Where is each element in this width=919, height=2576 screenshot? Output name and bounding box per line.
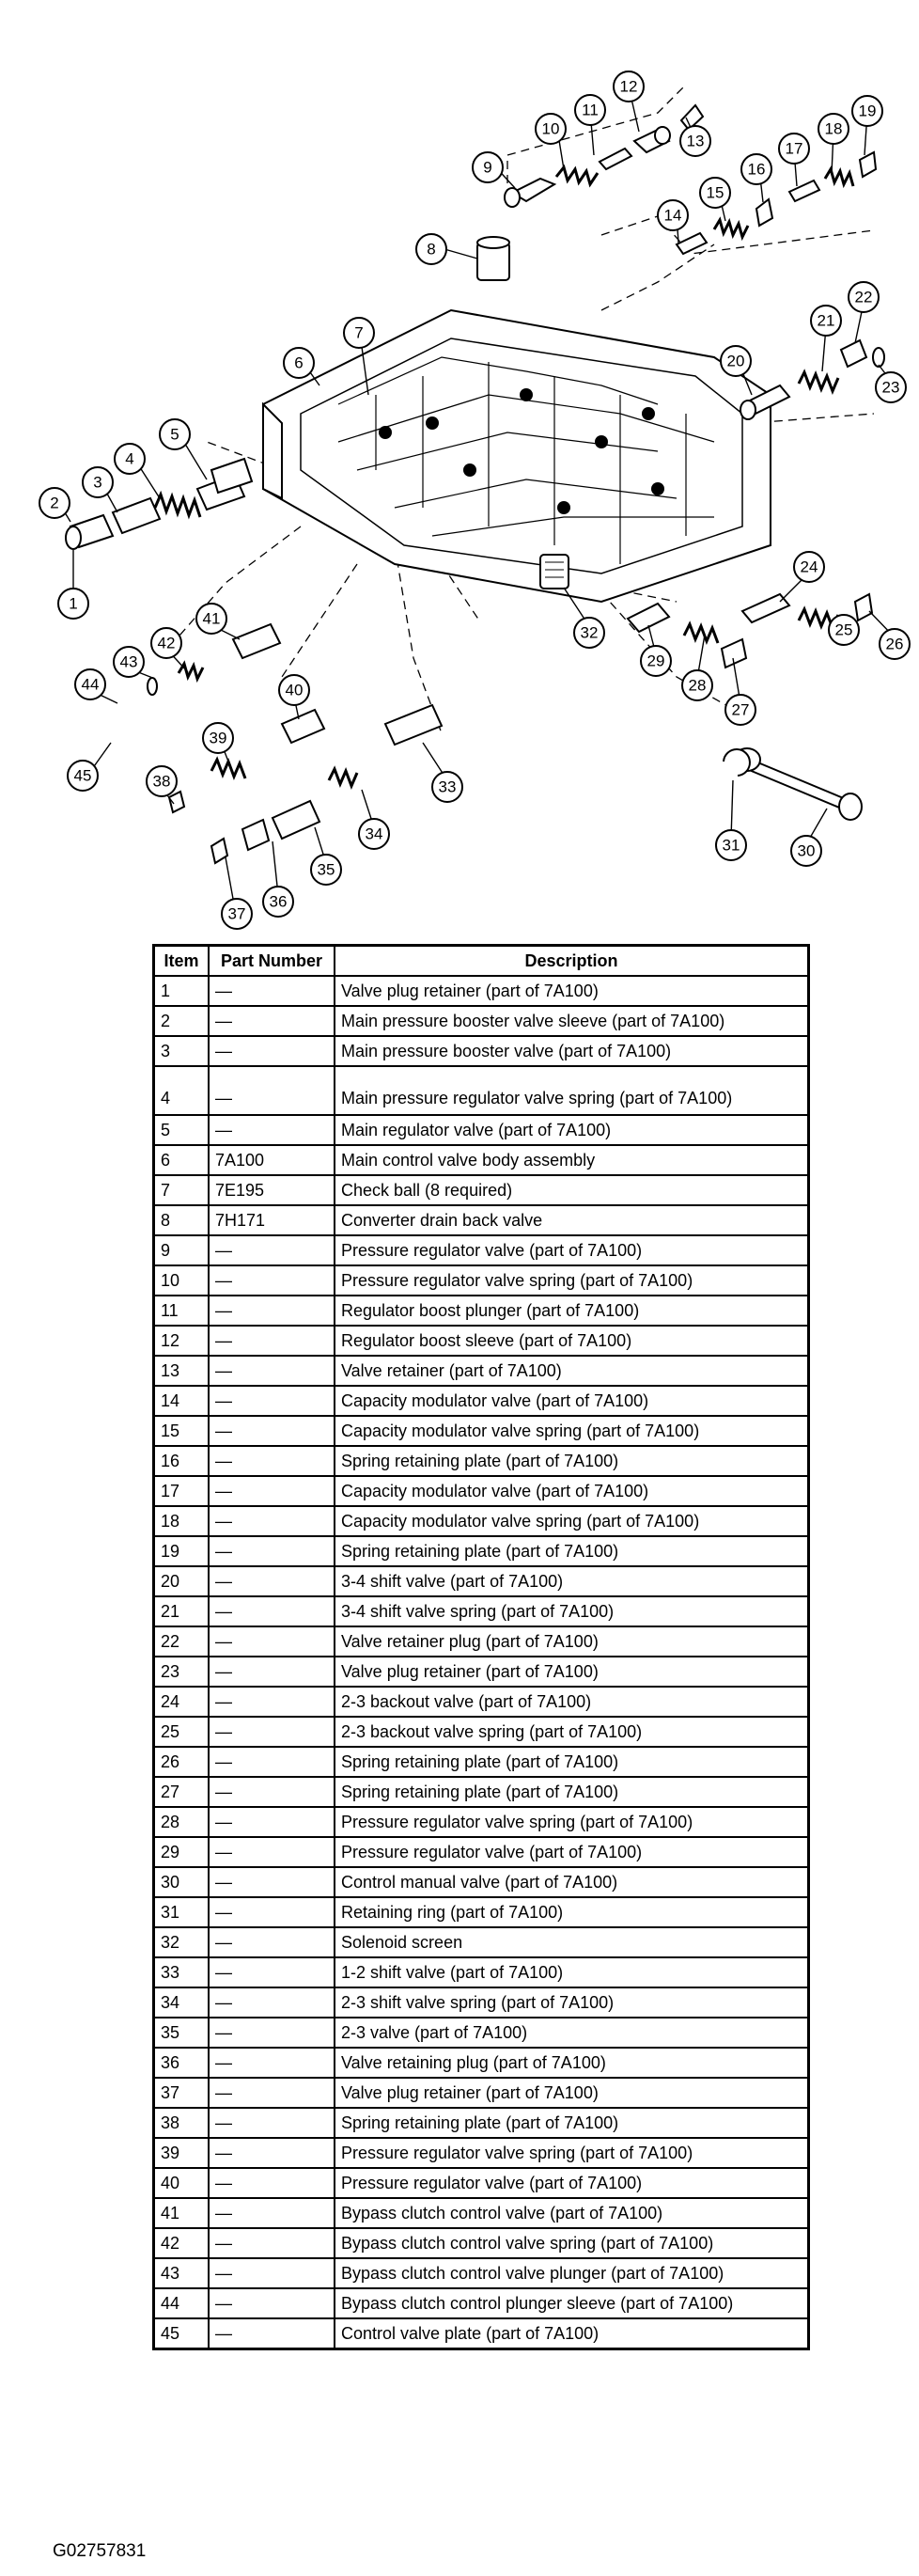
cell-description: Solenoid screen	[335, 1927, 809, 1957]
cell-description: Bypass clutch control valve (part of 7A100)	[335, 2198, 809, 2228]
cell-item: 28	[154, 1807, 210, 1837]
cell-part-number: 7A100	[209, 1145, 335, 1175]
callout-label: 29	[646, 652, 665, 670]
cell-part-number: —	[209, 2288, 335, 2318]
cell-part-number: —	[209, 2078, 335, 2108]
cell-item: 14	[154, 1386, 210, 1416]
cell-item: 2	[154, 1006, 210, 1036]
callout-44	[75, 669, 105, 699]
cell-part-number: —	[209, 1386, 335, 1416]
cell-item: 30	[154, 1867, 210, 1897]
callout-label: 24	[800, 558, 818, 576]
callout-label: 33	[438, 778, 457, 796]
callout-2	[39, 488, 70, 518]
cell-item: 23	[154, 1657, 210, 1687]
callout-label: 43	[119, 652, 138, 671]
table-row	[154, 2318, 809, 2349]
table-row	[154, 1386, 809, 1416]
callout-5	[160, 419, 190, 449]
cell-item: 10	[154, 1265, 210, 1296]
cell-item: 12	[154, 1326, 210, 1356]
table-row	[154, 1506, 809, 1536]
cell-part-number: —	[209, 1626, 335, 1657]
cell-item: 41	[154, 2198, 210, 2228]
callout-label: 12	[619, 77, 638, 96]
cell-item: 25	[154, 1717, 210, 1747]
cell-description: Pressure regulator valve spring (part of 7A100)	[335, 1265, 809, 1296]
cell-part-number: —	[209, 1717, 335, 1747]
cell-part-number: 7H171	[209, 1205, 335, 1235]
table-row	[154, 1326, 809, 1356]
callout-32	[574, 618, 604, 648]
callout-38	[147, 766, 177, 796]
table-row	[154, 1777, 809, 1807]
table-row	[154, 2258, 809, 2288]
callout-label: 13	[686, 132, 705, 150]
table-row	[154, 2078, 809, 2108]
callout-24	[794, 552, 824, 582]
table-row	[154, 1987, 809, 2018]
cell-item: 21	[154, 1596, 210, 1626]
parts-30-31	[724, 748, 862, 820]
cell-part-number: —	[209, 2228, 335, 2258]
figure-id: G02757831	[53, 2541, 147, 2561]
callout-label: 32	[580, 623, 599, 642]
cell-description: Regulator boost sleeve (part of 7A100)	[335, 1326, 809, 1356]
cell-description: Spring retaining plate (part of 7A100)	[335, 1536, 809, 1566]
callout-22	[849, 282, 879, 312]
callout-label: 2	[50, 494, 59, 512]
callout-3	[83, 467, 113, 497]
table-row	[154, 2288, 809, 2318]
cell-part-number: 7E195	[209, 1175, 335, 1205]
header-description: Description	[335, 946, 809, 977]
callout-39	[203, 723, 233, 753]
parts-20-23	[740, 340, 884, 419]
cell-description: 2-3 backout valve (part of 7A100)	[335, 1687, 809, 1717]
cell-description: Capacity modulator valve (part of 7A100)	[335, 1386, 809, 1416]
cell-part-number: —	[209, 1235, 335, 1265]
table-row	[154, 1927, 809, 1957]
cell-item: 20	[154, 1566, 210, 1596]
cell-item: 6	[154, 1145, 210, 1175]
callout-37	[222, 899, 252, 929]
cell-part-number: —	[209, 2018, 335, 2048]
cell-description: Main pressure regulator valve spring (part of 7A100)	[335, 1066, 809, 1115]
callout-label: 19	[858, 102, 877, 120]
cell-item: 18	[154, 1506, 210, 1536]
cell-part-number: —	[209, 1927, 335, 1957]
callout-41	[196, 604, 226, 634]
callout-42	[151, 628, 181, 658]
cell-part-number: —	[209, 2048, 335, 2078]
table-row	[154, 1145, 809, 1175]
cell-part-number: —	[209, 2198, 335, 2228]
callout-label: 42	[157, 634, 176, 652]
callout-label: 16	[747, 160, 766, 179]
cell-part-number: —	[209, 1115, 335, 1145]
callout-28	[682, 670, 712, 700]
cell-part-number: —	[209, 1326, 335, 1356]
cell-part-number: —	[209, 1687, 335, 1717]
cell-item: 32	[154, 1927, 210, 1957]
table-row	[154, 1036, 809, 1066]
cell-part-number: —	[209, 1066, 335, 1115]
callout-23	[876, 372, 906, 402]
callout-8	[416, 234, 446, 264]
table-row	[154, 1235, 809, 1265]
cell-description: Control manual valve (part of 7A100)	[335, 1867, 809, 1897]
cell-item: 19	[154, 1536, 210, 1566]
cell-description: Valve retainer plug (part of 7A100)	[335, 1626, 809, 1657]
cell-description: Spring retaining plate (part of 7A100)	[335, 1777, 809, 1807]
callout-30	[791, 836, 821, 866]
callout-label: 10	[541, 119, 560, 138]
cell-description: Valve plug retainer (part of 7A100)	[335, 976, 809, 1006]
table-row	[154, 1115, 809, 1145]
callout-label: 7	[354, 323, 364, 342]
cell-description: 3-4 shift valve spring (part of 7A100)	[335, 1596, 809, 1626]
cell-part-number: —	[209, 1536, 335, 1566]
table-row	[154, 1626, 809, 1657]
cell-description: Bypass clutch control plunger sleeve (part of 7A100)	[335, 2288, 809, 2318]
cell-item: 33	[154, 1957, 210, 1987]
cell-description: Converter drain back valve	[335, 1205, 809, 1235]
cell-part-number: —	[209, 1036, 335, 1066]
cell-description: Main regulator valve (part of 7A100)	[335, 1115, 809, 1145]
cell-item: 38	[154, 2108, 210, 2138]
cell-part-number: —	[209, 1416, 335, 1446]
callout-10	[536, 114, 566, 144]
callout-15	[700, 178, 730, 208]
callout-label: 25	[834, 620, 853, 639]
cell-description: Valve plug retainer (part of 7A100)	[335, 2078, 809, 2108]
callout-4	[115, 444, 145, 474]
cell-part-number: —	[209, 2168, 335, 2198]
cell-item: 15	[154, 1416, 210, 1446]
table-row	[154, 2198, 809, 2228]
cell-description: Check ball (8 required)	[335, 1175, 809, 1205]
callout-9	[473, 152, 503, 182]
cell-description: Pressure regulator valve (part of 7A100)	[335, 1837, 809, 1867]
cell-item: 16	[154, 1446, 210, 1476]
callout-label: 23	[881, 378, 900, 397]
callout-7	[344, 318, 374, 348]
callout-label: 27	[731, 700, 750, 719]
table-row	[154, 2138, 809, 2168]
cell-description: Main control valve body assembly	[335, 1145, 809, 1175]
cell-item: 7	[154, 1175, 210, 1205]
cell-item: 5	[154, 1115, 210, 1145]
table-row	[154, 1476, 809, 1506]
table-row	[154, 1175, 809, 1205]
cell-description: Capacity modulator valve spring (part of 7A100)	[335, 1416, 809, 1446]
cell-part-number: —	[209, 1476, 335, 1506]
parts-9-13	[505, 105, 703, 207]
cell-item: 42	[154, 2228, 210, 2258]
callout-label: 34	[365, 825, 383, 843]
callout-label: 4	[125, 449, 134, 468]
callout-label: 26	[885, 635, 904, 653]
cell-part-number: —	[209, 1446, 335, 1476]
cell-part-number: —	[209, 1987, 335, 2018]
cell-description: Spring retaining plate (part of 7A100)	[335, 1747, 809, 1777]
cell-item: 3	[154, 1036, 210, 1066]
cell-part-number: —	[209, 1957, 335, 1987]
cell-item: 31	[154, 1897, 210, 1927]
cell-description: Pressure regulator valve (part of 7A100)	[335, 1235, 809, 1265]
cell-item: 8	[154, 1205, 210, 1235]
table-row	[154, 1265, 809, 1296]
cell-item: 36	[154, 2048, 210, 2078]
cell-description: Control valve plate (part of 7A100)	[335, 2318, 809, 2349]
cell-description: 2-3 backout valve spring (part of 7A100)	[335, 1717, 809, 1747]
callout-label: 45	[73, 766, 92, 785]
cell-description: Valve plug retainer (part of 7A100)	[335, 1657, 809, 1687]
callout-label: 15	[706, 183, 724, 202]
table-row	[154, 2228, 809, 2258]
table-row	[154, 1897, 809, 1927]
cell-item: 24	[154, 1687, 210, 1717]
callout-label: 8	[427, 240, 436, 259]
table-row	[154, 1596, 809, 1626]
callout-11	[575, 95, 605, 125]
table-row	[154, 1296, 809, 1326]
table-row	[154, 1205, 809, 1235]
cell-part-number: —	[209, 1837, 335, 1867]
cell-item: 11	[154, 1296, 210, 1326]
callout-label: 14	[663, 206, 682, 225]
cell-part-number: —	[209, 1897, 335, 1927]
cell-part-number: —	[209, 1566, 335, 1596]
callout-label: 37	[227, 904, 246, 923]
table-row	[154, 976, 809, 1006]
table-row	[154, 1536, 809, 1566]
cell-part-number: —	[209, 2258, 335, 2288]
cell-part-number: —	[209, 1777, 335, 1807]
cell-description: Capacity modulator valve spring (part of 7A100)	[335, 1506, 809, 1536]
callout-label: 18	[824, 119, 843, 138]
cell-item: 45	[154, 2318, 210, 2349]
header-part-number: Part Number	[209, 946, 335, 977]
callout-25	[829, 615, 859, 645]
cell-description: Regulator boost plunger (part of 7A100)	[335, 1296, 809, 1326]
callout-label: 41	[202, 609, 221, 628]
cell-part-number: —	[209, 1356, 335, 1386]
cell-description: 3-4 shift valve (part of 7A100)	[335, 1566, 809, 1596]
callout-label: 17	[785, 139, 803, 158]
cell-item: 37	[154, 2078, 210, 2108]
cell-item: 17	[154, 1476, 210, 1506]
callout-33	[432, 772, 462, 802]
callout-26	[880, 629, 910, 659]
callout-31	[716, 830, 746, 860]
callout-27	[725, 695, 755, 725]
callout-label: 39	[209, 729, 227, 747]
cell-description: 2-3 valve (part of 7A100)	[335, 2018, 809, 2048]
callout-label: 5	[170, 425, 179, 444]
table-row	[154, 2048, 809, 2078]
cell-item: 26	[154, 1747, 210, 1777]
cell-item: 43	[154, 2258, 210, 2288]
table-row	[154, 2018, 809, 2048]
callout-label: 28	[688, 676, 707, 695]
cell-description: Pressure regulator valve (part of 7A100)	[335, 2168, 809, 2198]
cell-part-number: —	[209, 1657, 335, 1687]
cell-item: 35	[154, 2018, 210, 2048]
table-row	[154, 1687, 809, 1717]
callout-label: 36	[269, 892, 288, 911]
cell-item: 40	[154, 2168, 210, 2198]
callout-18	[818, 114, 849, 144]
callout-label: 3	[93, 473, 102, 492]
table-row	[154, 1837, 809, 1867]
cell-description: Main pressure booster valve sleeve (part of 7A100)	[335, 1006, 809, 1036]
cell-description: Valve retainer (part of 7A100)	[335, 1356, 809, 1386]
cell-item: 29	[154, 1837, 210, 1867]
cell-part-number: —	[209, 1747, 335, 1777]
cell-part-number: —	[209, 2138, 335, 2168]
cell-part-number: —	[209, 1265, 335, 1296]
cell-item: 9	[154, 1235, 210, 1265]
table-row	[154, 1657, 809, 1687]
callout-label: 11	[582, 101, 599, 119]
callout-label: 9	[483, 158, 492, 177]
cell-part-number: —	[209, 2318, 335, 2349]
callout-label: 38	[152, 772, 171, 791]
cell-part-number: —	[209, 1867, 335, 1897]
cell-item: 27	[154, 1777, 210, 1807]
cell-item: 22	[154, 1626, 210, 1657]
cell-item: 4	[154, 1066, 210, 1115]
table-header-row	[154, 946, 809, 977]
callout-14	[658, 200, 688, 230]
table-row	[154, 1807, 809, 1837]
table-body	[154, 976, 809, 2349]
parts-table	[152, 944, 810, 2350]
callout-label: 1	[69, 594, 78, 613]
cell-description: Capacity modulator valve (part of 7A100)	[335, 1476, 809, 1506]
table-row	[154, 1416, 809, 1446]
cell-description: Valve retaining plug (part of 7A100)	[335, 2048, 809, 2078]
callout-35	[311, 855, 341, 885]
callout-19	[852, 96, 882, 126]
callout-6	[284, 348, 314, 378]
cell-part-number: —	[209, 2108, 335, 2138]
cell-description: Spring retaining plate (part of 7A100)	[335, 2108, 809, 2138]
header-item: Item	[154, 946, 210, 977]
callout-label: 35	[317, 860, 335, 879]
cell-description: Main pressure booster valve (part of 7A100)	[335, 1036, 809, 1066]
cell-item: 39	[154, 2138, 210, 2168]
table-row	[154, 1446, 809, 1476]
cell-description: Pressure regulator valve spring (part of 7A100)	[335, 1807, 809, 1837]
callout-43	[114, 647, 144, 677]
callout-16	[741, 154, 771, 184]
callout-1	[58, 589, 88, 619]
exploded-valve-body-diagram	[0, 0, 919, 931]
callout-label: 40	[285, 681, 304, 699]
cell-part-number: —	[209, 1506, 335, 1536]
cell-description: Spring retaining plate (part of 7A100)	[335, 1446, 809, 1476]
cell-description: Bypass clutch control valve plunger (part of 7A100)	[335, 2258, 809, 2288]
callout-21	[811, 306, 841, 336]
cell-description: Bypass clutch control valve spring (part of 7A100)	[335, 2228, 809, 2258]
cell-item: 34	[154, 1987, 210, 2018]
cell-part-number: —	[209, 976, 335, 1006]
callout-13	[680, 126, 710, 156]
cell-part-number: —	[209, 1807, 335, 1837]
table-row	[154, 2168, 809, 2198]
solenoid-screen	[540, 555, 569, 589]
callout-label: 31	[722, 836, 740, 855]
table-row	[154, 1356, 809, 1386]
callout-20	[721, 346, 751, 376]
main-control-valve-body	[263, 310, 771, 602]
callout-label: 6	[294, 353, 304, 372]
callout-label: 30	[797, 841, 816, 860]
cell-part-number: —	[209, 1596, 335, 1626]
table-row	[154, 1867, 809, 1897]
table-row	[154, 1957, 809, 1987]
cell-item: 13	[154, 1356, 210, 1386]
cell-description: 2-3 shift valve spring (part of 7A100)	[335, 1987, 809, 2018]
callout-36	[263, 887, 293, 917]
parts-33-45	[148, 624, 442, 863]
table-row	[154, 1747, 809, 1777]
cell-item: 44	[154, 2288, 210, 2318]
callout-label: 21	[817, 311, 835, 330]
cell-part-number: —	[209, 1006, 335, 1036]
table-row	[154, 1006, 809, 1036]
cell-description: Pressure regulator valve spring (part of 7A100)	[335, 2138, 809, 2168]
callout-40	[279, 675, 309, 705]
cell-description: 1-2 shift valve (part of 7A100)	[335, 1957, 809, 1987]
callout-12	[614, 71, 644, 102]
callout-17	[779, 134, 809, 164]
callout-label: 22	[854, 288, 873, 306]
callout-label: 44	[81, 675, 100, 694]
cell-part-number: —	[209, 1296, 335, 1326]
table-row	[154, 1717, 809, 1747]
callout-34	[359, 819, 389, 849]
callout-45	[68, 761, 98, 791]
table-row	[154, 2108, 809, 2138]
cell-description: Retaining ring (part of 7A100)	[335, 1897, 809, 1927]
table-row	[154, 1566, 809, 1596]
cell-item: 1	[154, 976, 210, 1006]
table-row	[154, 1066, 809, 1115]
converter-drain-back-valve	[477, 237, 509, 280]
callout-29	[641, 646, 671, 676]
callout-label: 20	[726, 352, 745, 370]
